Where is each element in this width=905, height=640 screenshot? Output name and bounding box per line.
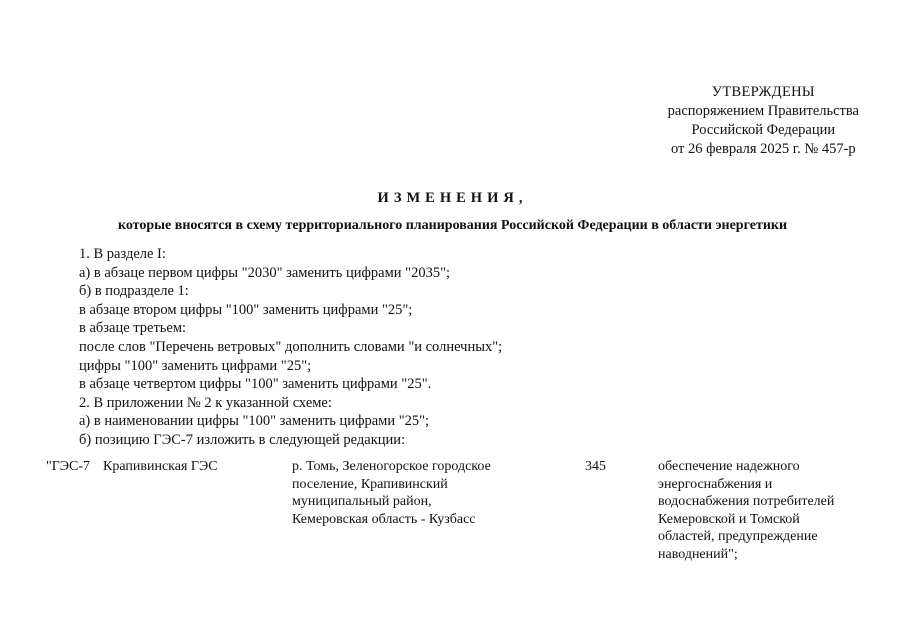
paragraph: в абзаце третьем: [79,320,187,337]
approval-heading: УТВЕРЖДЕНЫ [711,84,815,100]
paragraph: после слов "Перечень ветровых" дополнить словами "и солнечных"; [79,338,503,355]
paragraph: 2. В приложении № 2 к указанной схеме: [79,394,332,411]
entry-purpose [658,458,858,563]
paragraph: б) позицию ГЭС-7 изложить в следующей редакции: [79,431,406,448]
entry-purpose-line: Кемеровской и Томской [658,511,800,527]
paragraph: в абзаце четвертом цифры "100" заменить цифрами "25". [79,376,432,393]
document-subtitle: которые вносятся в схему территориального планирования Российской Федерации в области энергетики [117,218,788,233]
entry-name: Крапивинская ГЭС [103,459,218,474]
entry-purpose-line: наводнений"; [658,546,738,562]
document-title: ИЗМЕНЕНИЯ, [377,190,528,206]
entry-location-line: Кемеровская область - Кузбасс [292,511,476,527]
entry-purpose-line: областей, предупреждение [658,529,818,544]
entry-location-line: р. Томь, Зеленогорское городское [292,459,491,474]
approval-line-1: распоряжением Правительства [667,103,859,119]
approval-block [668,83,859,159]
entry-purpose-line: обеспечение надежного [658,459,800,474]
entry-location-line: муниципальный район, [292,494,432,509]
paragraph: цифры "100" заменить цифрами "25"; [79,357,312,374]
paragraph: 1. В разделе I: [79,246,166,262]
approval-line-2: Российской Федерации [691,122,836,138]
entry-code: "ГЭС-7 [46,459,91,474]
approval-line-3: от 26 февраля 2025 г. № 457-р [671,141,856,157]
paragraph: в абзаце втором цифры "100" заменить цифрами "25"; [79,301,413,318]
paragraph: б) в подразделе 1: [79,283,189,300]
paragraph: а) в наименовании цифры "100" заменить цифрами "25"; [79,413,430,430]
entry-capacity: 345 [585,459,606,474]
entry-location-line: поселение, Крапивинский [292,476,448,492]
document-body [79,245,859,450]
entry-purpose-line: водоснабжения потребителей [658,494,835,509]
entry-purpose-line: энергоснабжения и [658,476,773,492]
paragraph: а) в абзаце первом цифры "2030" заменить цифрами "2035"; [79,264,451,281]
entry-location [292,458,532,528]
